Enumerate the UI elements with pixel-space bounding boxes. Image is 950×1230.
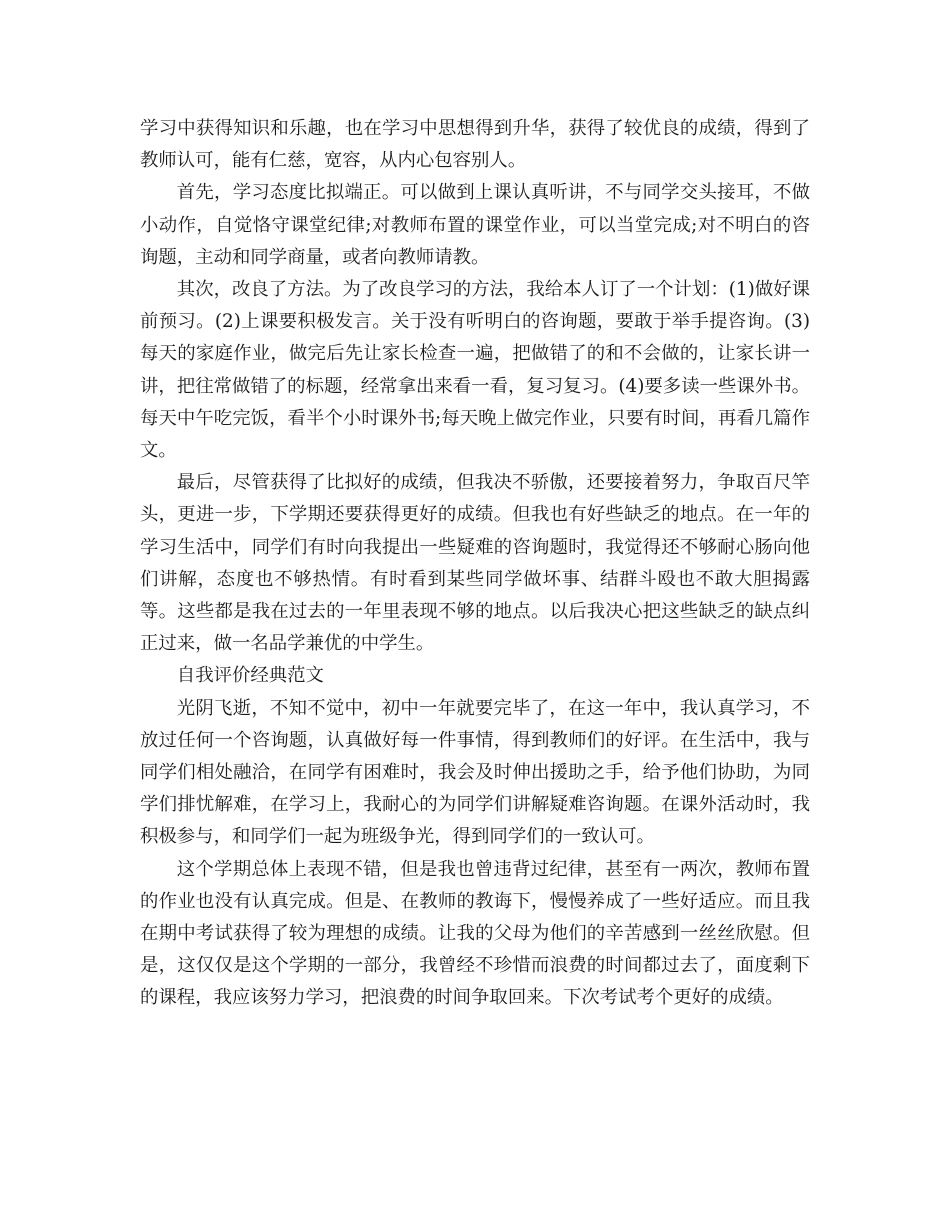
section-heading: 自我评价经典范文 xyxy=(176,665,324,687)
paragraph-semester-review: 这个学期总体上表现不错，但是我也曾违背过纪律，甚至有一两次，教师布置的作业也没有认真完成。但是、在教师的教诲下，慢慢养成了一些好适应。而且我在期中考试获得了较为理想的成绩。让我的父母为他们的辛苦感到一丝丝欣慰。但是，这仅仅是这个学期的一部分，我曾经不珍惜而浪费的时间都过去了，面度剩下的课程，我应该努力学习，把浪费的时间争取回来。下次考试考个更好的成绩。 xyxy=(140,858,810,1009)
paragraph-conclusion: 最后，尽管获得了比拟好的成绩，但我决不骄傲，还要接着努力，争取百尺竿头，更进一步，下学期还要获得更好的成绩。但我也有好些缺乏的地点。在一年的学习生活中，同学们有时向我提出一些疑难的咨询题时，我觉得还不够耐心肠向他们讲解，态度也不够热情。有时看到某些同学做坏事、结群斗殴也不敢大胆揭露等。这些都是我在过去的一年里表现不够的地点。以后我决心把这些缺乏的缺点纠正过来，做一名品学兼优的中学生。 xyxy=(140,472,810,655)
paragraph-method: 其次，改良了方法。为了改良学习的方法，我给本人订了一个计划：(1)做好课前预习。(2)上课要积极发言。关于没有听明白的咨询题，要敢于举手提咨询。(3)每天的家庭作业，做完后先让家长检查一遍，把做错了的和不会做的，让家长讲一讲，把往常做错了的标题，经常拿出来看一看，复习复习。(4)要多读一些课外书。每天中午吃完饭，看半个小时课外书;每天晚上做完作业，只要有时间，再看几篇作文。 xyxy=(140,279,810,462)
document-page xyxy=(140,113,810,1015)
paragraph-attitude: 首先，学习态度比拟端正。可以做到上课认真听讲，不与同学交头接耳，不做小动作，自觉恪守课堂纪律;对教师布置的课堂作业，可以当堂完成;对不明白的咨询题，主动和同学商量，或者向教师请教。 xyxy=(140,182,810,268)
paragraph-year-review: 光阴飞逝，不知不觉中，初中一年就要完毕了，在这一年中，我认真学习，不放过任何一个咨询题，认真做好每一件事情，得到教师们的好评。在生活中，我与同学们相处融洽，在同学有困难时，我会及时伸出援助之手，给予他们协助，为同学们排忧解难，在学习上，我耐心的为同学们讲解疑难咨询题。在课外活动时，我积极参与，和同学们一起为班级争光，得到同学们的一致认可。 xyxy=(140,697,810,848)
paragraph-continuation: 学习中获得知识和乐趣，也在学习中思想得到升华，获得了较优良的成绩，得到了教师认可，能有仁慈，宽容，从内心包容别人。 xyxy=(140,118,810,172)
